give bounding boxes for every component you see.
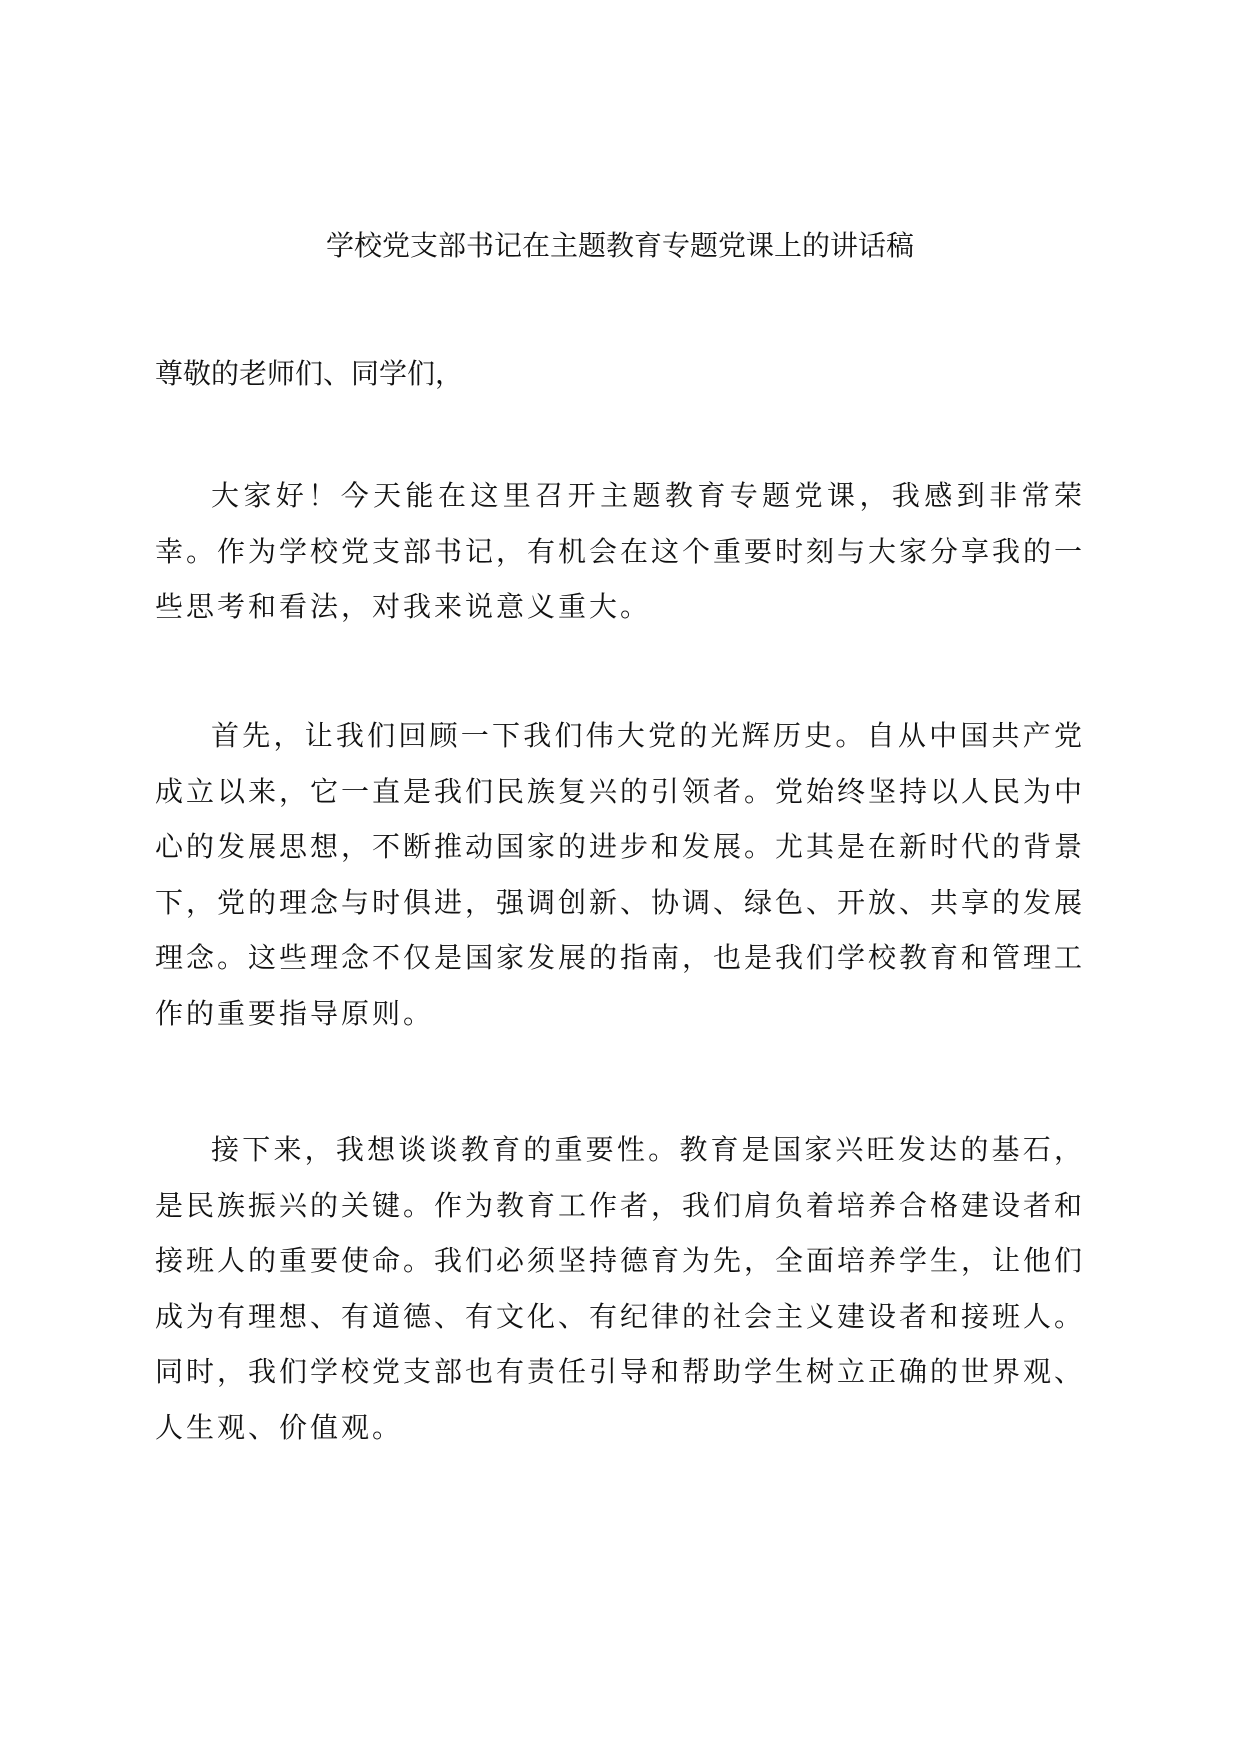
paragraph-party-history: 首先，让我们回顾一下我们伟大党的光辉历史。自从中国共产党成立以来，它一直是我们民族复兴的引领者。党始终坚持以人民为中心的发展思想，不断推动国家的进步和发展。尤其是在新时代的背景下，党的理念与时俱进，强调创新、协调、绿色、开放、共享的发展理念。这些理念不仅是国家发展的指南，也是我们学校教育和管理工作的重要指导原则。 (155, 719, 1086, 1030)
document-title: 学校党支部书记在主题教育专题党课上的讲话稿 (325, 229, 914, 262)
paragraph-education: 接下来，我想谈谈教育的重要性。教育是国家兴旺发达的基石，是民族振兴的关键。作为教育工作者，我们肩负着培养合格建设者和接班人的重要使命。我们必须坚持德育为先，全面培养学生，让他们成为有理想、有道德、有文化、有纪律的社会主义建设者和接班人。同时，我们学校党支部也有责任引导和帮助学生树立正确的世界观、人生观、价值观。 (155, 1133, 1086, 1444)
paragraph-greeting: 大家好！今天能在这里召开主题教育专题党课，我感到非常荣幸。作为学校党支部书记，有机会在这个重要时刻与大家分享我的一些思考和看法，对我来说意义重大。 (155, 479, 1086, 623)
salutation: 尊敬的老师们、同学们， (155, 357, 464, 390)
